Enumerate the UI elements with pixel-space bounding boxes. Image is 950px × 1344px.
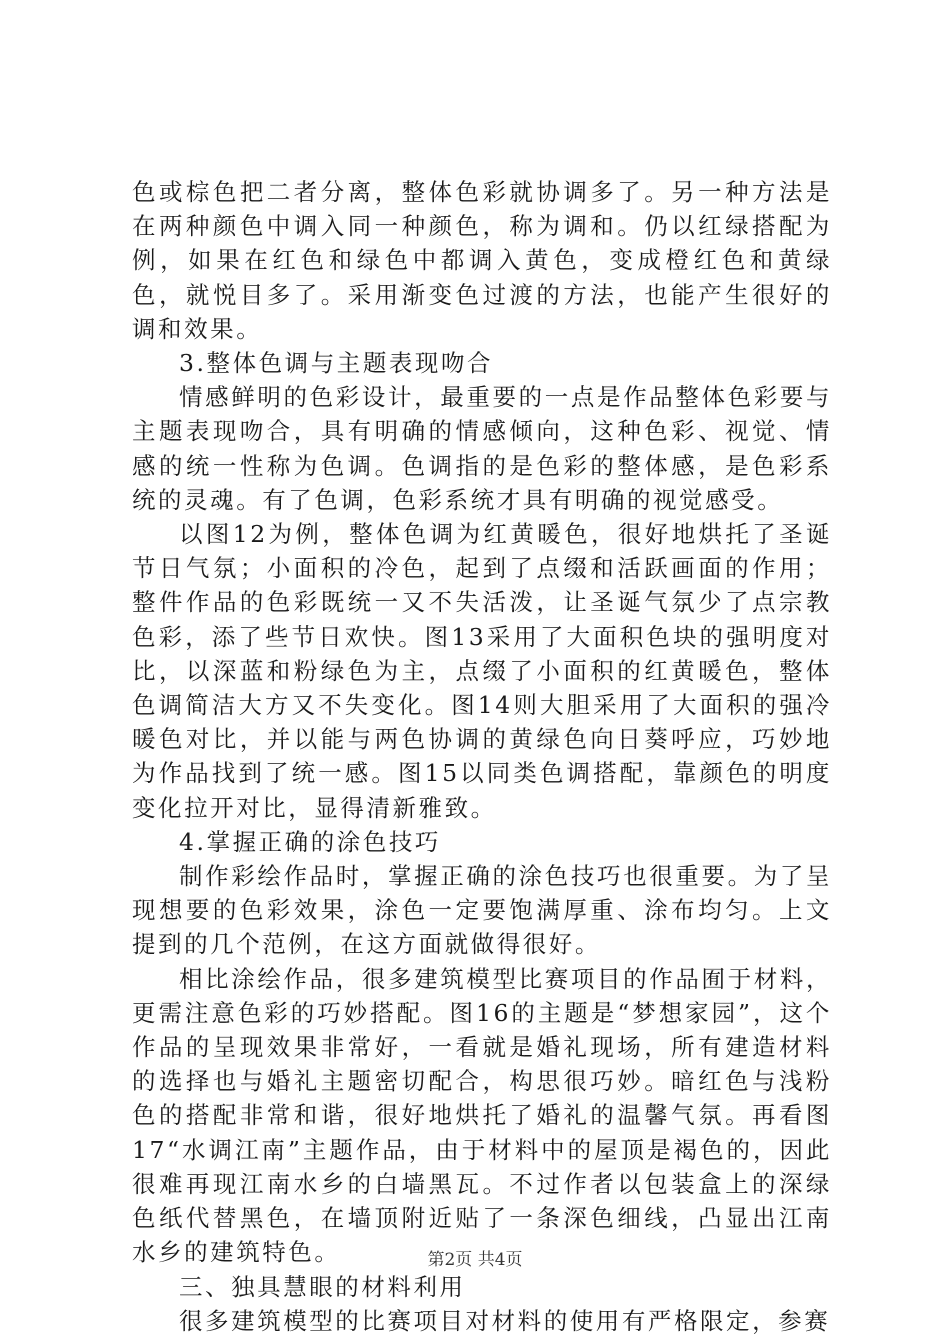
section-heading-three: 三、独具慧眼的材料利用 xyxy=(179,1272,466,1301)
page-number-footer: 第2页 共4页 xyxy=(427,1250,523,1270)
paragraph-continued: 色或棕色把二者分离，整体色彩就协调多了。另一种方法是在两种颜色中调入同一种颜色，称为调和。仍以红绿搭配为例，如果在红色和绿色中都调入黄色，变成橙红色和黄绿色，就悦目多了。采用渐变色过渡的方法，也能产生很好的调和效果。 xyxy=(132,178,832,343)
paragraph: 相比涂绘作品，很多建筑模型比赛项目的作品囿于材料，更需注意色彩的巧妙搭配。图16的主题是“梦想家园”，这个作品的呈现效果非常好，一看就是婚礼现场，所有建造材料的选择也与婚礼主题密切配合，构思很巧妙。暗红色与浅粉色的搭配非常和谐，很好地烘托了婚礼的温馨气氛。再看图17“水调江南”主题作品，由于材料中的屋顶是褐色的，因此很难再现江南水乡的白墙黑瓦。不过作者以包装盒上的深绿色纸代替黑色，在墙顶附近贴了一条深色细线，凸显出江南水乡的建筑特色。 xyxy=(132,964,832,1267)
paragraph-truncated: 很多建筑模型的比赛项目对材料的使用有严格限定，参赛 xyxy=(179,1306,831,1335)
paragraph: 以图12为例，整体色调为红黄暖色，很好地烘托了圣诞节日气氛；小面积的冷色，起到了点缀和活跃画面的作用；整件作品的色彩既统一又不失活泼，让圣诞气氛少了点宗教色彩，添了些节日欢快。图13采用了大面积色块的强明度对比，以深蓝和粉绿色为主，点缀了小面积的红黄暖色，整体色调简洁大方又不失变化。图14则大胆采用了大面积的强冷暖色对比，并以能与两色协调的黄绿色向日葵呼应，巧妙地为作品找到了统一感。图15以同类色调搭配，靠颜色的明度变化拉开对比，显得清新雅致。 xyxy=(132,520,832,822)
section-heading-3: 3.整体色调与主题表现吻合 xyxy=(179,349,494,378)
paragraph: 情感鲜明的色彩设计，最重要的一点是作品整体色彩要与主题表现吻合，具有明确的情感倾向，这种色彩、视觉、情感的统一性称为色调。色调指的是色彩的整体感，是色彩系统的灵魂。有了色调，色彩系统才具有明确的视觉感受。 xyxy=(132,383,832,514)
document-body xyxy=(132,175,832,1338)
section-heading-4: 4.掌握正确的涂色技巧 xyxy=(179,827,441,856)
paragraph: 制作彩绘作品时，掌握正确的涂色技巧也很重要。为了呈现想要的色彩效果，涂色一定要饱满厚重、涂布均匀。上文提到的几个范例，在这方面就做得很好。 xyxy=(132,862,832,959)
